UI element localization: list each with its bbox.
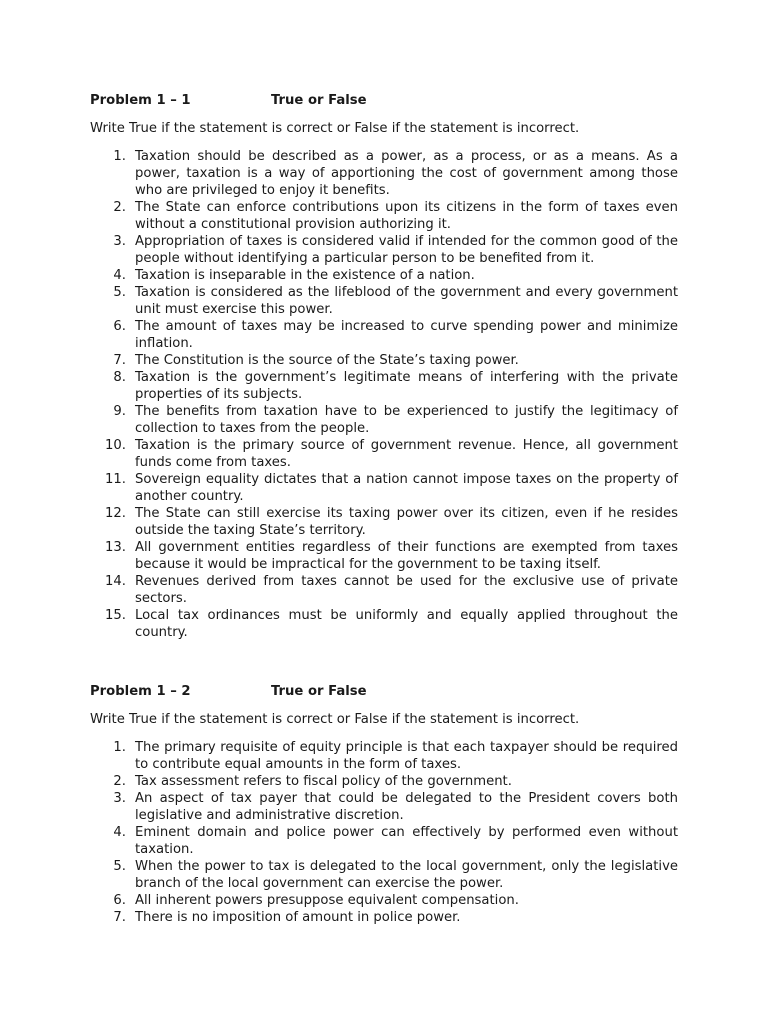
statement-number: 5. — [113, 859, 126, 874]
statement-item — [90, 403, 678, 437]
statement-list — [90, 148, 678, 641]
statement-number: 3. — [113, 791, 126, 806]
statement-number: 7. — [113, 910, 126, 925]
statement-item — [90, 573, 678, 607]
problem-instruction: Write True if the statement is correct or False if the statement is incorrect. — [90, 121, 580, 136]
statement-number: 13. — [105, 540, 126, 555]
statement-text: Eminent domain and police power can effectively by performed even without taxation. — [135, 825, 678, 857]
problem-heading — [90, 683, 678, 700]
statement-text: The State can still exercise its taxing power over its citizen, even if he resides outside the taxing State’s territory. — [135, 506, 678, 538]
statement-item — [90, 318, 678, 352]
statement-item — [90, 790, 678, 824]
statement-number: 4. — [113, 825, 126, 840]
statement-item — [90, 148, 678, 199]
statement-text: There is no imposition of amount in police power. — [135, 910, 461, 925]
statement-text: The Constitution is the source of the State’s taxing power. — [135, 353, 519, 368]
statement-text: The amount of taxes may be increased to curve spending power and minimize inflation. — [135, 319, 678, 351]
statement-text: Tax assessment refers to fiscal policy of the government. — [135, 774, 512, 789]
statement-text: Taxation is considered as the lifeblood of the government and every government unit must exercise this power. — [135, 285, 678, 317]
statement-item — [90, 539, 678, 573]
statement-number: 15. — [105, 608, 126, 623]
problem-title: Problem 1 – 2 — [90, 684, 191, 699]
problem-label: True or False — [271, 684, 367, 699]
statement-text: Revenues derived from taxes cannot be used for the exclusive use of private sectors. — [135, 574, 678, 606]
statement-text: Appropriation of taxes is considered valid if intended for the common good of the people without identifying a particular person to be benefited from it. — [135, 234, 678, 266]
statement-text: Sovereign equality dictates that a nation cannot impose taxes on the property of another country. — [135, 472, 678, 504]
statement-text: All government entities regardless of their functions are exempted from taxes because it would be impractical for the government to be taxing itself. — [135, 540, 678, 572]
problem-label: True or False — [271, 93, 367, 108]
statement-item — [90, 352, 678, 369]
statement-text: The benefits from taxation have to be experienced to justify the legitimacy of collection to taxes from the people. — [135, 404, 678, 436]
statement-item — [90, 607, 678, 641]
statement-number: 5. — [113, 285, 126, 300]
statement-text: Taxation should be described as a power, as a process, or as a means. As a power, taxation is a way of apportioning the cost of government among those who are privileged to enjoy it benefits. — [135, 149, 678, 198]
statement-number: 7. — [113, 353, 126, 368]
statement-item — [90, 858, 678, 892]
problem-title: Problem 1 – 1 — [90, 93, 191, 108]
statement-number: 12. — [105, 506, 126, 521]
statement-number: 4. — [113, 268, 126, 283]
statement-item — [90, 369, 678, 403]
statement-text: Taxation is the primary source of government revenue. Hence, all government funds come from taxes. — [135, 438, 678, 470]
statement-text: An aspect of tax payer that could be delegated to the President covers both legislative and administrative discretion. — [135, 791, 678, 823]
statement-list — [90, 739, 678, 926]
statement-number: 2. — [113, 774, 126, 789]
statement-number: 1. — [113, 740, 126, 755]
statement-number: 6. — [113, 319, 126, 334]
statement-number: 9. — [113, 404, 126, 419]
statement-item — [90, 824, 678, 858]
statement-number: 10. — [105, 438, 126, 453]
statement-number: 1. — [113, 149, 126, 164]
statement-text: Taxation is inseparable in the existence of a nation. — [135, 268, 475, 283]
statement-text: The State can enforce contributions upon its citizens in the form of taxes even without a constitutional provision authorizing it. — [135, 200, 678, 232]
statement-number: 6. — [113, 893, 126, 908]
statement-item — [90, 892, 678, 909]
statement-item — [90, 773, 678, 790]
problem-section-1 — [90, 92, 678, 641]
statement-number: 14. — [105, 574, 126, 589]
statement-number: 11. — [105, 472, 126, 487]
statement-number: 2. — [113, 200, 126, 215]
statement-item — [90, 284, 678, 318]
problem-heading — [90, 92, 678, 109]
statement-number: 8. — [113, 370, 126, 385]
statement-text: When the power to tax is delegated to the local government, only the legislative branch of the local government can exercise the power. — [135, 859, 678, 891]
problem-instruction: Write True if the statement is correct or False if the statement is incorrect. — [90, 712, 580, 727]
statement-item — [90, 739, 678, 773]
statement-item — [90, 909, 678, 926]
statement-item — [90, 199, 678, 233]
problem-section-2 — [90, 683, 678, 926]
statement-text: All inherent powers presuppose equivalent compensation. — [135, 893, 519, 908]
statement-number: 3. — [113, 234, 126, 249]
statement-item — [90, 471, 678, 505]
statement-text: Local tax ordinances must be uniformly and equally applied throughout the country. — [135, 608, 678, 640]
statement-item — [90, 437, 678, 471]
statement-item — [90, 267, 678, 284]
statement-item — [90, 505, 678, 539]
statement-item — [90, 233, 678, 267]
statement-text: Taxation is the government’s legitimate means of interfering with the private properties of its subjects. — [135, 370, 678, 402]
statement-text: The primary requisite of equity principle is that each taxpayer should be required to contribute equal amounts in the form of taxes. — [135, 740, 678, 772]
